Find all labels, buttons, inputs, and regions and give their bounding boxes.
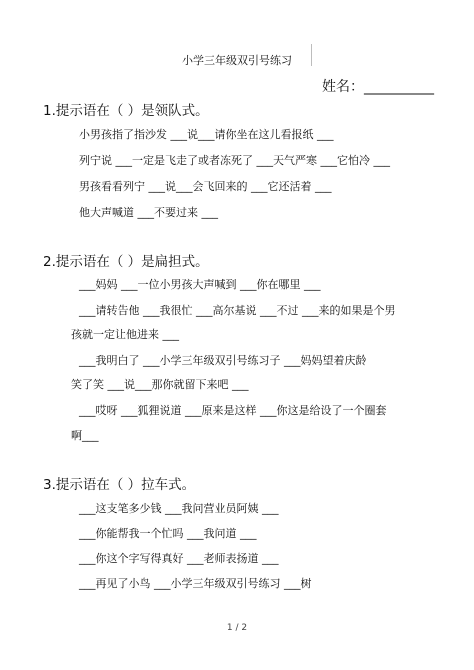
section-3-line-1: ___这支笔多少钱 ___我问营业员阿姨 ___ <box>79 502 279 515</box>
section-1-line-3: 男孩看看列宁 ___说___会飞回来的 ___它还活着 ___ <box>79 180 332 193</box>
section-1-line-4: 他大声喊道 ___不要过来 ___ <box>79 206 218 219</box>
page-number: 1 / 2 <box>226 623 248 633</box>
section-1-line-1: 小男孩指了指沙发 ___说___请你坐在这儿看报纸 ___ <box>79 128 334 141</box>
section-3-heading: 3.提示语在（ ）拉车式。 <box>43 477 196 493</box>
name-field: 姓名：__________ <box>322 79 434 95</box>
section-3-line-2: ___你能帮我一个忙吗 ___我问道 ___ <box>79 527 257 540</box>
section-2-line-5: 笑了笑 ___说___那你就留下来吧 ___ <box>71 378 249 391</box>
section-3-line-3: ___你这个字写得真好 ___老师表扬道 ___ <box>79 552 279 565</box>
section-2-line-3: 孩就一定让他进来 ___ <box>71 328 179 341</box>
section-2-line-6: ___哎呀 ___狐狸说道 ___原来是这样 ___你这是给设了一个圈套 <box>79 404 387 417</box>
section-1-heading: 1.提示语在（ ）是领队式。 <box>43 103 209 119</box>
section-3-line-4: ___再见了小鸟 ___小学三年级双引号练习 ___树 <box>79 577 312 590</box>
section-2-line-4: ___我明白了 ___小学三年级双引号练习子 ___妈妈望着庆龄 <box>79 354 367 367</box>
section-2-heading: 2.提示语在（ ）是扁担式。 <box>43 254 209 270</box>
page-title: 小学三年级双引号练习 <box>182 54 292 67</box>
section-1-line-2: 列宁说 ___一定是飞走了或者冻死了 ___天气严寒 ___它怕冷 ___ <box>79 154 390 167</box>
section-2-line-1: ___妈妈 ___一位小男孩大声喊到 ___你在哪里 ___ <box>79 278 321 291</box>
section-2-line-2: ___请转告他 ___我很忙 ___高尔基说 ___不过 ___来的如果是个男 <box>79 304 396 317</box>
section-2-line-7: 啊___ <box>71 429 99 442</box>
